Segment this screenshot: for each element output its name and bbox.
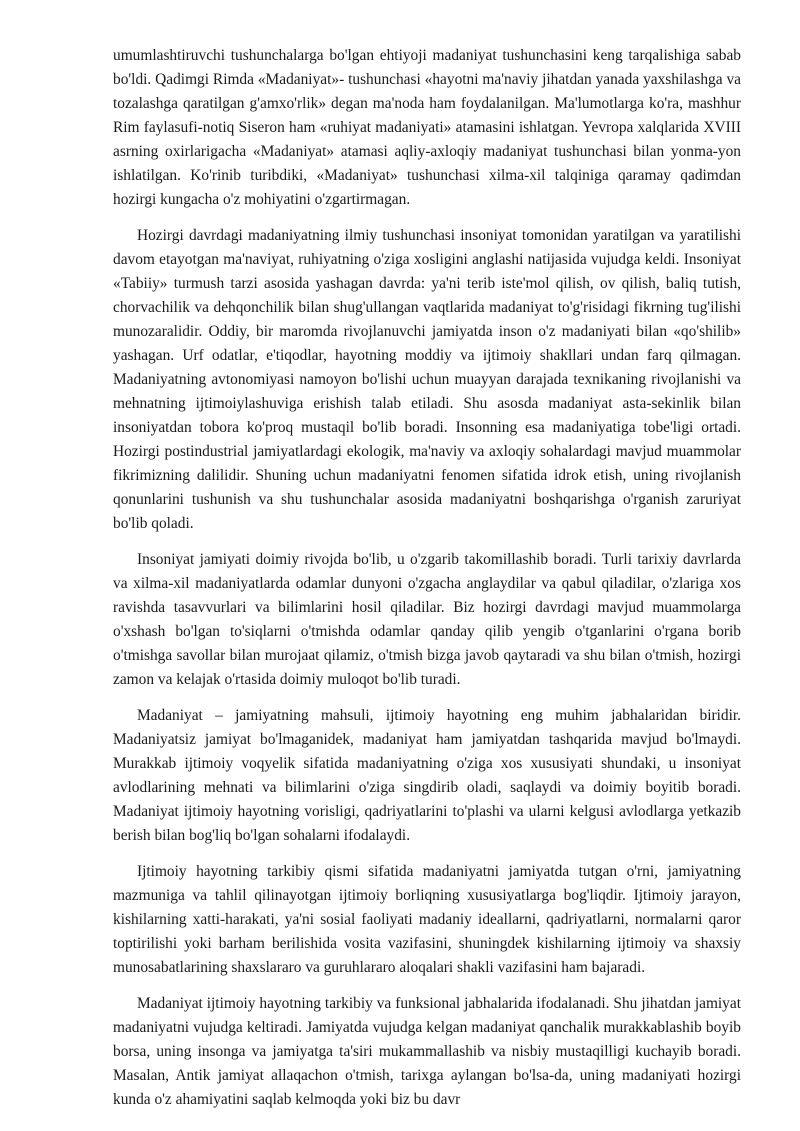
paragraph-1: umumlashtiruvchi tushunchalarga bo'lgan ehtiyoji madaniyat tushunchasini keng tarqalishiga sabab bo'ldi. Qadimgi Rimda «Madaniyat»- tushunchasi «hayotni ma'naviy jihatdan yanada yaxshilashga va tozalashga qaratilgan g'amxo'rlik» degan ma'noda ham foydalanilgan. Ma'lumotlarga ko'ra, mashhur Rim faylasufi-notiq Siseron ham «ruhiyat madaniyati» atamasini ishlatgan. Yevropa xalqlarida XVIII asrning oxirlarigacha «Madaniyat» atamasi aqliy-axloqiy madaniyat tushunchasi bilan yonma-yon ishlatilgan. Ko'rinib turibdiki, «Madaniyat» tushunchasi xilma-xil talqiniga qaramay qadimdan hozirgi kungacha o'z mohiyatini o'zgartirmagan. (113, 47, 741, 208)
paragraph-5: Ijtimoiy hayotning tarkibiy qismi sifatida madaniyatni jamiyatda tutgan o'rni, jamiyatning mazmuniga va tahlil qilinayotgan ijtimoiy borliqning xususiyatlarga bog'liqdir. Ijtimoiy jarayon, kishilarning xatti-harakati, ya'ni sosial faoliyati madaniy ideallarni, qadriyatlarni, normalarni qaror toptirilishi yoki barham berilishida vosita vazifasini, shuningdek kishilarning ijtimoiy va shaxsiy munosabatlarining shaxslararo va guruhlararo aloqalari shakli vazifasini ham bajaradi. (113, 863, 741, 976)
paragraph-3: Insoniyat jamiyati doimiy rivojda bo'lib, u o'zgarib takomillashib boradi. Turli tarixiy davrlarda va xilma-xil madaniyatlarda odamlar dunyoni o'zgacha anglaydilar va qabul qiladilar, o'zlariga xos ravishda tasavvurlari va bilimlarini hosil qiladilar. Biz hozirgi davrdagi mavjud muammolarga o'xshash bo'lgan to'siqlarni o'tmishda odamlar qanday qilib yengib o'tganlarini o'rgana borib o'tmishga savollar bilan murojaat qilamiz, o'tmish bizga javob qaytaradi va shu bilan o'tmish, hozirgi zamon va kelajak o'rtasida doimiy muloqot bo'lib turadi. (113, 551, 741, 688)
paragraph-4: Madaniyat – jamiyatning mahsuli, ijtimoiy hayotning eng muhim jabhalaridan biridir. Madaniyatsiz jamiyat bo'lmaganidek, madaniyat ham jamiyatdan tashqarida mavjud bo'lmaydi. Murakkab ijtimoiy voqyelik sifatida madaniyatning o'ziga xos xususiyati shundaki, u insoniyat avlodlarining mehnati va bilimlarini o'ziga singdirib oladi, saqlaydi va doimiy boyitib boradi. Madaniyat ijtimoiy hayotning vorisligi, qadriyatlarini to'plashi va ularni kelgusi avlodlarga yetkazib berish bilan bog'liq bo'lgan sohalarni ifodalaydi. (113, 707, 741, 844)
paragraph-6: Madaniyat ijtimoiy hayotning tarkibiy va funksional jabhalarida ifodalanadi. Shu jihatdan jamiyat madaniyatni vujudga keltiradi. Jamiyatda vujudga kelgan madaniyat qanchalik murakkablashib boyib borsa, uning insonga va jamiyatga ta'siri mukammallashib va nisbiy mustaqilligi kuchayib boradi. Masalan, Antik jamiyat allaqachon o'tmish, tarixga aylangan bo'lsa-da, uning madaniyati hozirgi kunda o'z ahamiyatini saqlab kelmoqda yoki biz bu davr (113, 995, 741, 1108)
paragraph-2: Hozirgi davrdagi madaniyatning ilmiy tushunchasi insoniyat tomonidan yaratilgan va yaratilishi davom etayotgan ma'naviyat, ruhiyatning o'ziga xosligini anglashi natijasida vujudga keldi. Insoniyat «Tabiiy» turmush tarzi asosida yashagan davrda: ya'ni terib iste'mol qilish, ov qilish, baliq tutish, chorvachilik va dehqonchilik bilan shug'ullangan vaqtlarida madaniyat to'g'risidagi fikrning tug'ilishi munozaralidir. Oddiy, bir maromda rivojlanuvchi jamiyatda inson o'z madaniyati bilan «qo'shilib» yashagan. Urf odatlar, e'tiqodlar, hayotning moddiy va ijtimoiy shakllari undan farq qilmagan. Madaniyatning avtonomiyasi namoyon bo'lishi uchun muayyan darajada texnikaning rivojlanishi va mehnatning ijtimoiylashuviga erishish talab etiladi. Shu asosda madaniyat asta-sekinlik bilan insoniyatdan tobora ko'proq mustaqil bo'lib boradi. Insonning esa madaniyatiga tobe'ligi ortadi. Hozirgi postindustrial jamiyatlardagi ekologik, ma'naviy va axloqiy sohalardagi mavjud muammolar fikrimizning dalilidir. Shuning uchun madaniyatni fenomen sifatida idrok etish, uning rivojlanish qonunlarini tushunish va shu tushunchalar asosida madaniyatni boshqarishga o'rganish zaruriyat bo'lib qoladi. (113, 227, 741, 532)
document-page (113, 44, 741, 1124)
